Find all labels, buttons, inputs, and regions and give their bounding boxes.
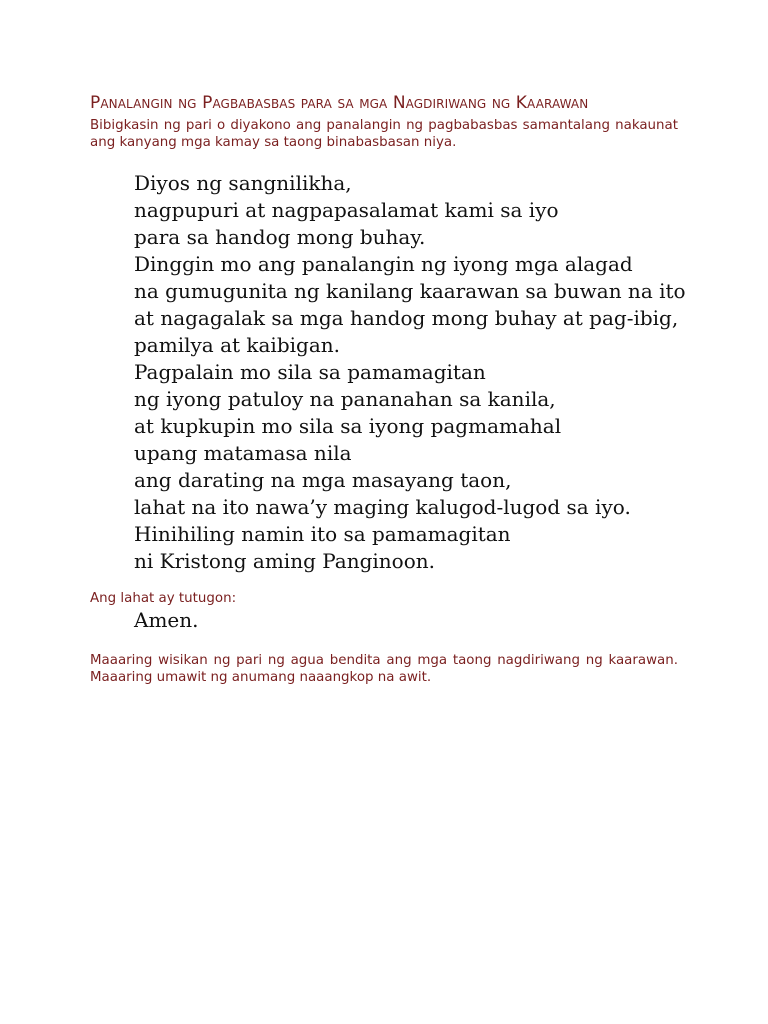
- prayer-line: at nagagalak sa mga handog mong buhay at pag-ibig,: [134, 306, 679, 330]
- prayer-line: ng iyong patuloy na pananahan sa kanila,: [134, 387, 556, 411]
- prayer-line: Hinihiling namin ito sa pamamagitan: [134, 522, 511, 546]
- blessing-prayer: [134, 170, 714, 575]
- prayer-line: pamilya at kaibigan.: [134, 333, 340, 357]
- document-title: Panalangin ng Pagbabasbas para sa mga Nagdiriwang ng Kaarawan: [90, 93, 589, 113]
- prayer-line: ang darating na mga masayang taon,: [134, 468, 512, 492]
- prayer-line: upang matamasa nila: [134, 441, 352, 465]
- response-amen: Amen.: [134, 608, 199, 632]
- prayer-line: Pagpalain mo sila sa pamamagitan: [134, 360, 486, 384]
- prayer-line: at kupkupin mo sila sa iyong pagmamahal: [134, 414, 562, 438]
- rubric-closing: Maaaring wisikan ng pari ng agua bendita ang mga taong nagdiriwang ng kaarawan. Maaaring umawit ng anumang naaangkop na awit.: [90, 653, 678, 685]
- response-cue: Ang lahat ay tutugon:: [90, 591, 237, 606]
- prayer-line: para sa handog mong buhay.: [134, 225, 426, 249]
- prayer-line: na gumugunita ng kanilang kaarawan sa buwan na ito: [134, 279, 686, 303]
- prayer-line: ni Kristong aming Panginoon.: [134, 549, 436, 573]
- prayer-line: lahat na ito nawa’y maging kalugod-lugod sa iyo.: [134, 495, 631, 519]
- prayer-line: Diyos ng sangnilikha,: [134, 171, 352, 195]
- rubric-intro: Bibigkasin ng pari o diyakono ang panalangin ng pagbabasbas samantalang nakaunat ang kanyang mga kamay sa taong binabasbasan niya.: [90, 118, 678, 150]
- prayer-line: nagpupuri at nagpapasalamat kami sa iyo: [134, 198, 559, 222]
- prayer-line: Dinggin mo ang panalangin ng iyong mga alagad: [134, 252, 633, 276]
